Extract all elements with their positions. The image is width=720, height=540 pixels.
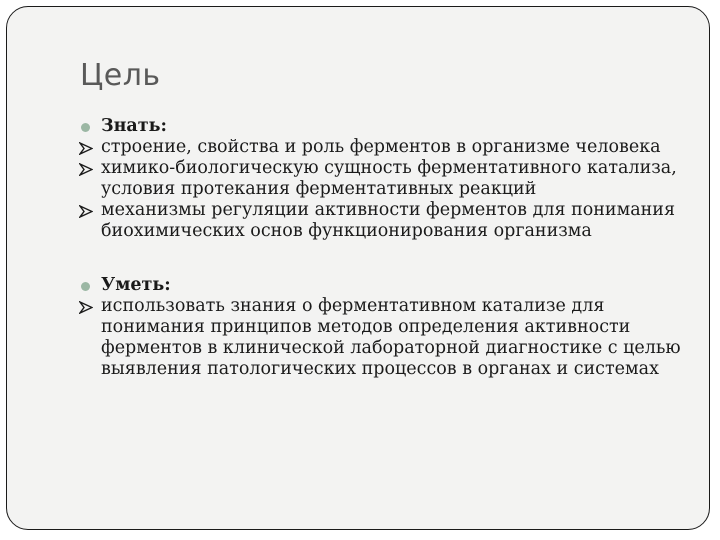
- list-item: строение, свойства и роль ферментов в организме человека: [79, 137, 689, 158]
- arrow-bullet-icon: [79, 200, 97, 221]
- list-item: химико-биологическую сущность ферментативного катализа, условия протекания ферментативных реакций: [79, 158, 689, 200]
- slide-content: [79, 116, 689, 380]
- list-item: использовать знания о ферментативном катализе для понимания принципов методов определения активности ферментов в клинической лабораторной диагностике с целью выявления патологических процессов в органах и системах: [79, 296, 689, 380]
- circle-bullet-icon: [79, 275, 97, 296]
- slide-title: Цель: [80, 58, 161, 93]
- section-can-heading: Уметь:: [79, 275, 689, 296]
- arrow-bullet-icon: [79, 296, 97, 317]
- list-item: механизмы регуляции активности ферментов для понимания биохимических основ функционирования организма: [79, 200, 689, 242]
- arrow-bullet-icon: [79, 137, 97, 158]
- section-know-heading: Знать:: [79, 116, 689, 137]
- circle-bullet-icon: [79, 116, 97, 137]
- arrow-bullet-icon: [79, 158, 97, 179]
